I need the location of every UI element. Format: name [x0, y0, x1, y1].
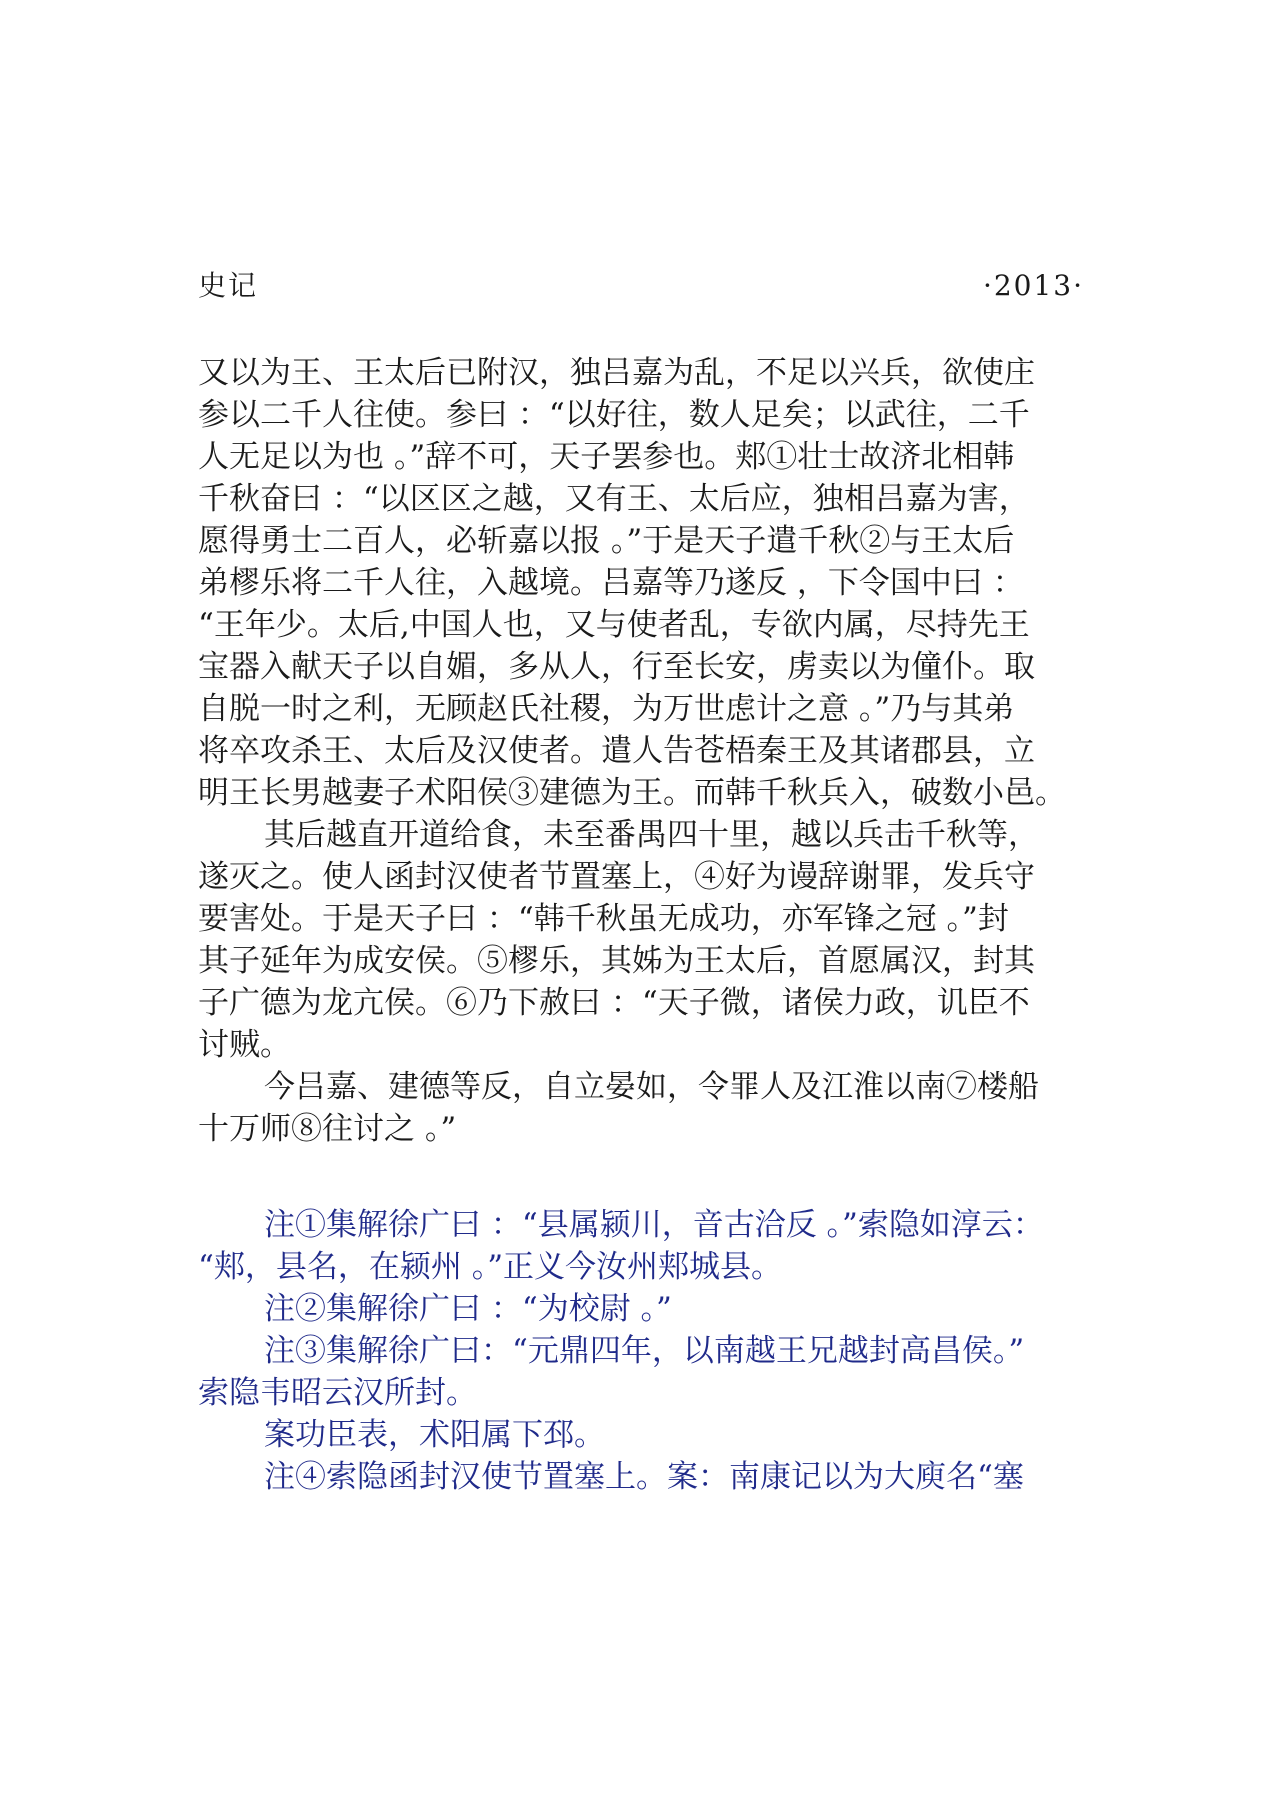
note-line: 案功臣表，术阳属下邳。 — [264, 1417, 605, 1453]
page-number: ·2013· — [982, 269, 1084, 302]
text-line: 人无足以为也 。”辞不可，天子罢参也。郏①壮士故济北相韩 — [198, 439, 1015, 475]
footnotes — [198, 1204, 1098, 1498]
text-line: 今吕嘉、建德等反，自立晏如，令罪人及江淮以南⑦楼船 — [264, 1069, 1039, 1105]
text-line: 子广德为龙亢侯。⑥乃下赦曰 ：“天子微，诸侯力政，讥臣不 — [198, 985, 1030, 1021]
text-line: 参以二千人往使。参曰 ：“以好往，数人足矣；以武往，二千 — [198, 397, 1030, 433]
text-line: 弟樛乐将二千人往，入越境。吕嘉等乃遂反 ，下令国中曰 ： — [198, 565, 1024, 601]
text-line: 宝器入献天子以自媚，多从人，行至长安，虏卖以为僮仆。取 — [198, 649, 1035, 685]
text-line: 遂灭之。使人函封汉使者节置塞上，④好为谩辞谢罪，发兵守 — [198, 859, 1035, 895]
book-title: 史记 — [198, 269, 259, 302]
main-text — [198, 352, 1098, 1150]
text-line: 明王长男越妻子术阳侯③建德为王。而韩千秋兵入，破数小邑。 — [198, 775, 1066, 811]
text-line: 其后越直开道给食，未至番禺四十里，越以兵击千秋等， — [264, 817, 1039, 853]
text-line: 讨贼。 — [198, 1027, 291, 1063]
note-line: “郏，县名，在颍州 。”正义今汝州郏城县。 — [198, 1249, 783, 1285]
text-line: 愿得勇士二百人，必斩嘉以报 。”于是天子遣千秋②与王太后 — [198, 523, 1015, 559]
text-line: 千秋奋曰 ：“以区区之越，又有王、太后应，独相吕嘉为害， — [198, 481, 1030, 517]
note-line: 注④索隐函封汉使节置塞上。案：南康记以为大庾名“塞 — [264, 1459, 1024, 1495]
text-line: 又以为王、王太后已附汉，独吕嘉为乱，不足以兴兵，欲使庄 — [198, 355, 1035, 391]
note-line: 注②集解徐广曰 ：“为校尉 。” — [264, 1291, 672, 1327]
text-line: 自脱一时之利，无顾赵氏社稷，为万世虑计之意 。”乃与其弟 — [198, 691, 1015, 727]
note-line: 注③集解徐广曰：“元鼎四年，以南越王兄越封高昌侯。” — [264, 1333, 1025, 1369]
text-line: “王年少。太后,中国人也，又与使者乱，专欲内属，尽持先王 — [198, 607, 1030, 643]
text-line: 其子延年为成安侯。⑤樛乐，其姊为王太后，首愿属汉，封其 — [198, 943, 1035, 979]
text-line: 要害处。于是天子曰 ：“韩千秋虽无成功，亦军锋之冠 。”封 — [198, 901, 1009, 937]
running-head — [198, 266, 1084, 306]
note-line: 索隐韦昭云汉所封。 — [198, 1375, 477, 1411]
text-line: 十万师⑧往讨之 。” — [198, 1111, 457, 1147]
note-line: 注①集解徐广曰 ：“县属颍川，音古洽反 。”索隐如淳云： — [264, 1207, 1044, 1243]
text-line: 将卒攻杀王、太后及汉使者。遣人告苍梧秦王及其诸郡县，立 — [198, 733, 1035, 769]
